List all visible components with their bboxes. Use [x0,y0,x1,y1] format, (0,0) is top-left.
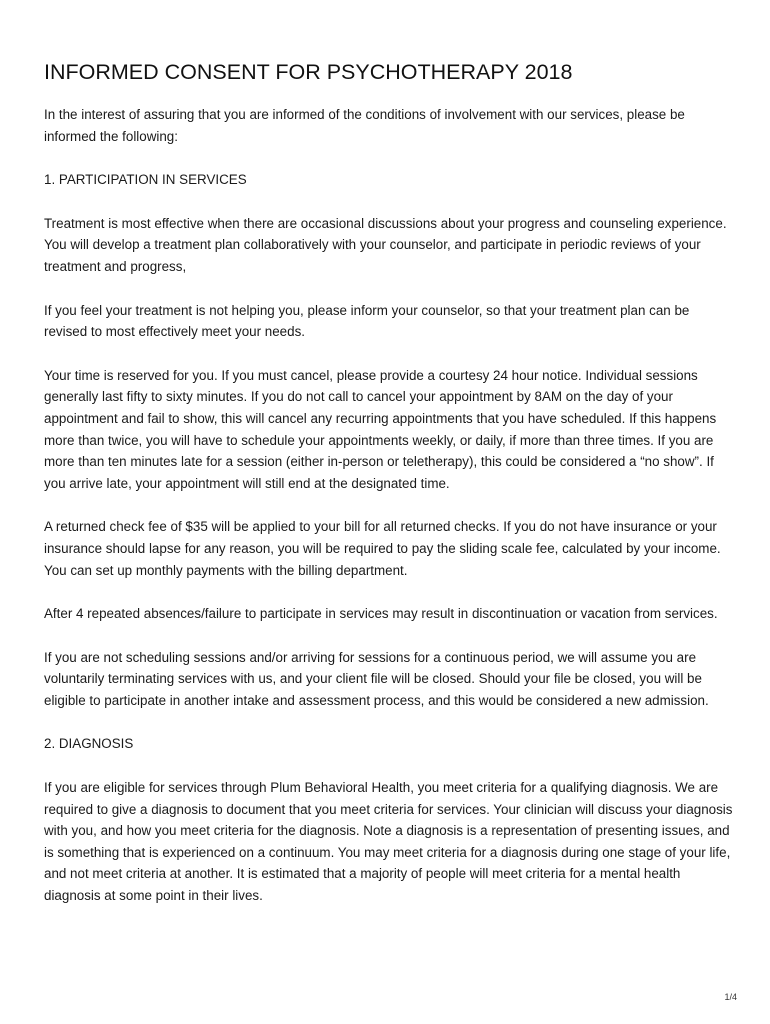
paragraph-cancellation-policy: Your time is reserved for you. If you must cancel, please provide a courtesy 24 hour notice. Individual sessions generally last fifty to sixty minutes. If you do not call to cancel your appointment by 8AM on the day of your appointment and fail to show, this will cancel any recurring appointments that you have scheduled. If this happens more than twice, you will have to schedule your appointments weekly, or daily, if more than three times. If you are more than ten minutes late for a session (either in-person or teletherapy), this could be considered a “no show”. If you arrive late, your appointment will still end at the designated time. [44,367,717,491]
section-heading-participation: 1. PARTICIPATION IN SERVICES [44,172,247,188]
page-number: 1/4 [724,992,737,1002]
document-title: INFORMED CONSENT FOR PSYCHOTHERAPY 2018 [44,60,573,84]
document-body [44,104,734,929]
paragraph-termination: If you are not scheduling sessions and/or arriving for sessions for a continuous period, we will assume you are voluntarily terminating services with us, and your client file will be closed. Should your file be closed, you will be eligible to participate in another intake and assessment process, and this would be considered a new admission. [44,649,709,708]
intro-paragraph: In the interest of assuring that you are informed of the conditions of involvement with our services, please be informed the following: [44,107,685,144]
section-heading-diagnosis: 2. DIAGNOSIS [44,736,134,752]
paragraph-repeated-absences: After 4 repeated absences/failure to participate in services may result in discontinuation or vacation from services. [44,606,718,622]
paragraph-treatment-effective: Treatment is most effective when there are occasional discussions about your progress and counseling experience. You will develop a treatment plan collaboratively with your counselor, and participate in periodic reviews of your treatment and progress, [44,215,727,274]
paragraph-returned-check-fee: A returned check fee of $35 will be applied to your bill for all returned checks. If you do not have insurance or your insurance should lapse for any reason, you will be required to pay the sliding scale fee, calculated by your income. You can set up monthly payments with the billing department. [44,519,721,578]
paragraph-treatment-not-helping: If you feel your treatment is not helping you, please inform your counselor, so that your treatment plan can be revised to most effectively meet your needs. [44,302,690,340]
paragraph-diagnosis: If you are eligible for services through Plum Behavioral Health, you meet criteria for a qualifying diagnosis. We are required to give a diagnosis to document that you meet criteria for services. Your clinician will discuss your diagnosis with you, and how you meet criteria for the diagnosis. Note a diagnosis is a representation of presenting issues, and is something that is experienced on a continuum. You may meet criteria for a diagnosis during one stage of your life, and not meet criteria at another. It is estimated that a majority of people will meet criteria for a mental health diagnosis at some point in their lives. [44,780,733,904]
